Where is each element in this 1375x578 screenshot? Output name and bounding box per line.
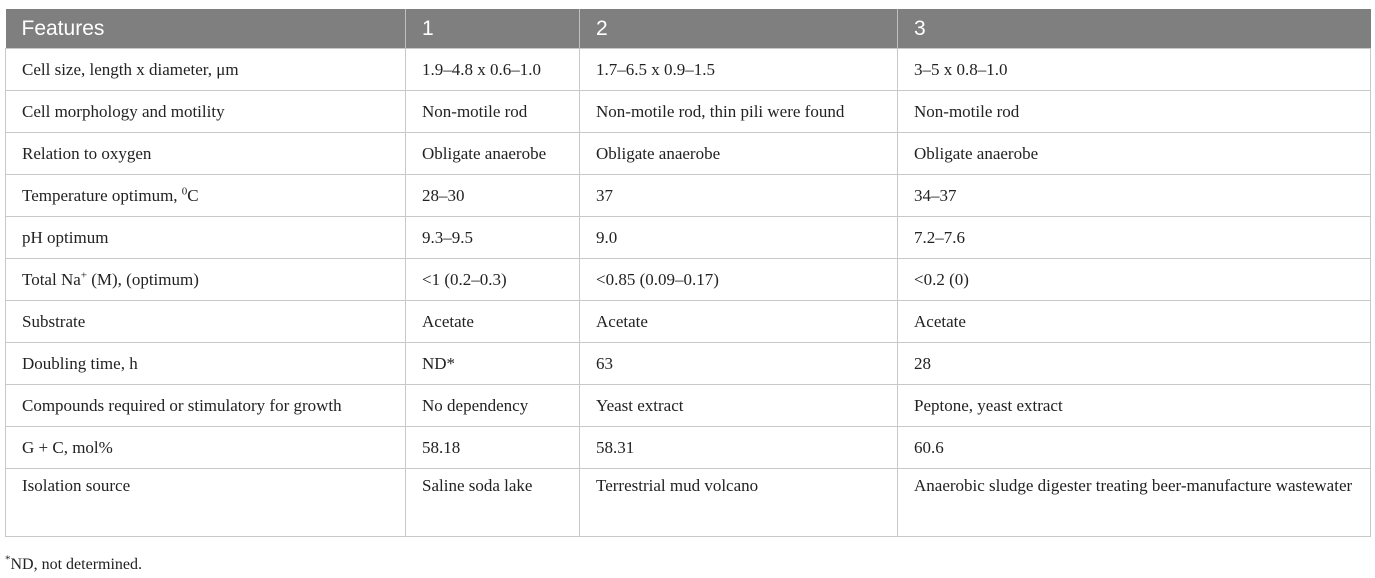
table-row (6, 385, 1371, 427)
row-label: Compounds required or stimulatory for growth (6, 385, 406, 427)
cell-value: 1.9–4.8 x 0.6–1.0 (406, 49, 580, 91)
table-row (6, 259, 1371, 301)
header-features: Features (6, 9, 406, 49)
cell-value: <0.85 (0.09–0.17) (580, 259, 898, 301)
cell-value: Non-motile rod (898, 91, 1371, 133)
cell-value: 63 (580, 343, 898, 385)
cell-value: Yeast extract (580, 385, 898, 427)
cell-value: Obligate anaerobe (898, 133, 1371, 175)
cell-value: 37 (580, 175, 898, 217)
cell-value: 9.0 (580, 217, 898, 259)
cell-value: 58.18 (406, 427, 580, 469)
table-row (6, 301, 1371, 343)
cell-value: ND* (406, 343, 580, 385)
cell-value: 34–37 (898, 175, 1371, 217)
cell-value: No dependency (406, 385, 580, 427)
cell-value: Obligate anaerobe (580, 133, 898, 175)
cell-value: Saline soda lake (406, 469, 580, 537)
cell-value: 9.3–9.5 (406, 217, 580, 259)
cell-value: 28–30 (406, 175, 580, 217)
degree-superscript: 0 (181, 185, 188, 198)
row-label: Cell size, length x diameter, μm (6, 49, 406, 91)
row-label: Substrate (6, 301, 406, 343)
cell-value: Acetate (406, 301, 580, 343)
row-label: Relation to oxygen (6, 133, 406, 175)
table-row (6, 217, 1371, 259)
header-strain-2: 2 (580, 9, 898, 49)
table-row (6, 427, 1371, 469)
cell-value: Acetate (580, 301, 898, 343)
table-row (6, 133, 1371, 175)
row-label: pH optimum (6, 217, 406, 259)
row-label: Cell morphology and motility (6, 91, 406, 133)
cell-value: Non-motile rod, thin pili were found (580, 91, 898, 133)
sodium-label: Total Na (22, 270, 81, 289)
cell-value: Peptone, yeast extract (898, 385, 1371, 427)
sodium-label-suffix: (M), (optimum) (86, 270, 199, 289)
row-label: G + C, mol% (6, 427, 406, 469)
table-row (6, 469, 1371, 537)
cell-value: Acetate (898, 301, 1371, 343)
header-row (6, 9, 1371, 49)
footnote-text: ND, not determined. (10, 556, 143, 573)
cell-value: 1.7–6.5 x 0.9–1.5 (580, 49, 898, 91)
temperature-unit: C (187, 186, 199, 205)
table-row (6, 343, 1371, 385)
sodium-charge-superscript: + (80, 269, 87, 282)
cell-value: 28 (898, 343, 1371, 385)
row-label: Isolation source (6, 469, 406, 537)
cell-value: <1 (0.2–0.3) (406, 259, 580, 301)
row-label: Doubling time, h (6, 343, 406, 385)
row-label (6, 259, 406, 301)
cell-value: Anaerobic sludge digester treating beer-manufacture wastewater (898, 469, 1371, 537)
cell-value: Non-motile rod (406, 91, 580, 133)
cell-value: Terrestrial mud volcano (580, 469, 898, 537)
footnote (5, 553, 143, 574)
table-row (6, 49, 1371, 91)
cell-value: Obligate anaerobe (406, 133, 580, 175)
temperature-label: Temperature optimum, (22, 186, 182, 205)
cell-value: 60.6 (898, 427, 1371, 469)
cell-value: 58.31 (580, 427, 898, 469)
cell-value: 7.2–7.6 (898, 217, 1371, 259)
features-table (5, 9, 1371, 537)
row-label (6, 175, 406, 217)
table-row (6, 91, 1371, 133)
table-row (6, 175, 1371, 217)
cell-value: <0.2 (0) (898, 259, 1371, 301)
header-strain-3: 3 (898, 9, 1371, 49)
footnote-mark: * (5, 553, 11, 566)
cell-value: 3–5 x 0.8–1.0 (898, 49, 1371, 91)
header-strain-1: 1 (406, 9, 580, 49)
